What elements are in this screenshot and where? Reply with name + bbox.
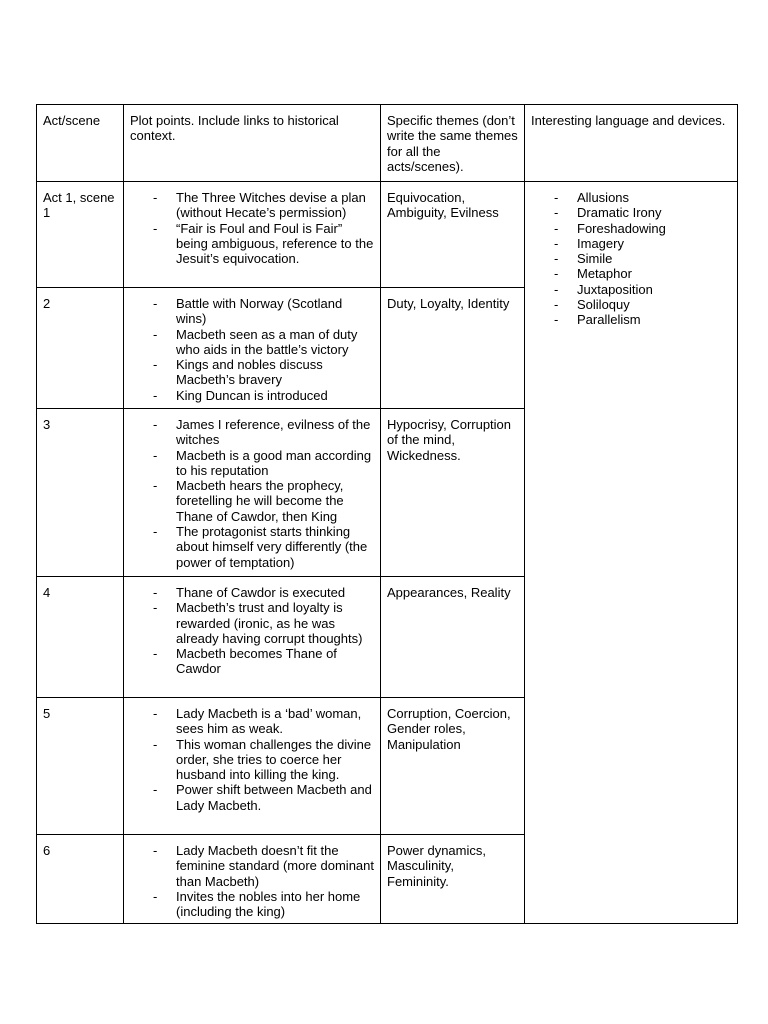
- themes-cell: Hypocrisy, Corruption of the mind, Wickedness.: [381, 409, 525, 577]
- plot-cell: [124, 835, 381, 924]
- plot-point: - Kings and nobles discuss Macbeth’s bravery: [130, 357, 376, 388]
- table-row: [37, 182, 738, 288]
- device-item: - Juxtaposition: [531, 282, 731, 297]
- plot-cell: [124, 182, 381, 288]
- device-item: - Allusions: [531, 190, 731, 205]
- device-item: - Dramatic Irony: [531, 205, 731, 220]
- plot-point: - Macbeth hears the prophecy, foretelling he will become the Thane of Cawdor, then King: [130, 478, 376, 524]
- devices-list: [531, 190, 731, 328]
- scene-cell: 3: [37, 409, 124, 577]
- plot-list: [130, 585, 376, 677]
- plot-list: [130, 706, 376, 813]
- device-item: - Imagery: [531, 236, 731, 251]
- scene-cell: Act 1, scene 1: [37, 182, 124, 288]
- plot-point: - Battle with Norway (Scotland wins): [130, 296, 376, 327]
- plot-point: - King Duncan is introduced: [130, 388, 376, 403]
- plot-point: - James I reference, evilness of the witches: [130, 417, 376, 448]
- device-item: - Soliloquy: [531, 297, 731, 312]
- plot-point: - Thane of Cawdor is executed: [130, 585, 376, 600]
- plot-list: [130, 190, 376, 266]
- scene-cell: 4: [37, 577, 124, 698]
- scene-cell: 5: [37, 698, 124, 835]
- header-act: Act/scene: [37, 105, 124, 182]
- plot-point: - Power shift between Macbeth and Lady Macbeth.: [130, 782, 376, 813]
- themes-cell: Power dynamics, Masculinity, Femininity.: [381, 835, 525, 924]
- plot-point: - Lady Macbeth is a ‘bad’ woman, sees him as weak.: [130, 706, 376, 737]
- plot-point: - Macbeth becomes Thane of Cawdor: [130, 646, 376, 677]
- header-themes: Specific themes (don’t write the same themes for all the acts/scenes).: [381, 105, 525, 182]
- macbeth-analysis-table: [36, 104, 738, 924]
- header-plot: Plot points. Include links to historical context.: [124, 105, 381, 182]
- plot-point: - This woman challenges the divine order, she tries to coerce her husband into killing the king.: [130, 737, 376, 783]
- plot-list: [130, 417, 376, 570]
- plot-cell: [124, 577, 381, 698]
- plot-point: - Macbeth’s trust and loyalty is rewarded (ironic, as he was already having corrupt thoughts): [130, 600, 376, 646]
- plot-point: - Lady Macbeth doesn’t fit the feminine standard (more dominant than Macbeth): [130, 843, 376, 889]
- plot-point: - Macbeth is a good man according to his reputation: [130, 448, 376, 479]
- plot-cell: [124, 409, 381, 577]
- scene-cell: 6: [37, 835, 124, 924]
- header-language: Interesting language and devices.: [525, 105, 738, 182]
- header-row: [37, 105, 738, 182]
- themes-cell: Corruption, Coercion, Gender roles, Manipulation: [381, 698, 525, 835]
- themes-cell: Equivocation, Ambiguity, Evilness: [381, 182, 525, 288]
- plot-cell: [124, 698, 381, 835]
- device-item: - Simile: [531, 251, 731, 266]
- themes-cell: Duty, Loyalty, Identity: [381, 288, 525, 409]
- devices-cell: [525, 182, 738, 924]
- plot-point: - “Fair is Foul and Foul is Fair” being ambiguous, reference to the Jesuit’s equivocation.: [130, 221, 376, 267]
- device-item: - Foreshadowing: [531, 221, 731, 236]
- device-item: - Parallelism: [531, 312, 731, 327]
- plot-list: [130, 296, 376, 403]
- plot-point: - The protagonist starts thinking about himself very differently (the power of temptation): [130, 524, 376, 570]
- plot-point: - The Three Witches devise a plan (without Hecate’s permission): [130, 190, 376, 221]
- device-item: - Metaphor: [531, 266, 731, 281]
- plot-list: [130, 843, 376, 919]
- scene-cell: 2: [37, 288, 124, 409]
- plot-cell: [124, 288, 381, 409]
- plot-point: - Macbeth seen as a man of duty who aids in the battle’s victory: [130, 327, 376, 358]
- plot-point: - Invites the nobles into her home (including the king): [130, 889, 376, 920]
- themes-cell: Appearances, Reality: [381, 577, 525, 698]
